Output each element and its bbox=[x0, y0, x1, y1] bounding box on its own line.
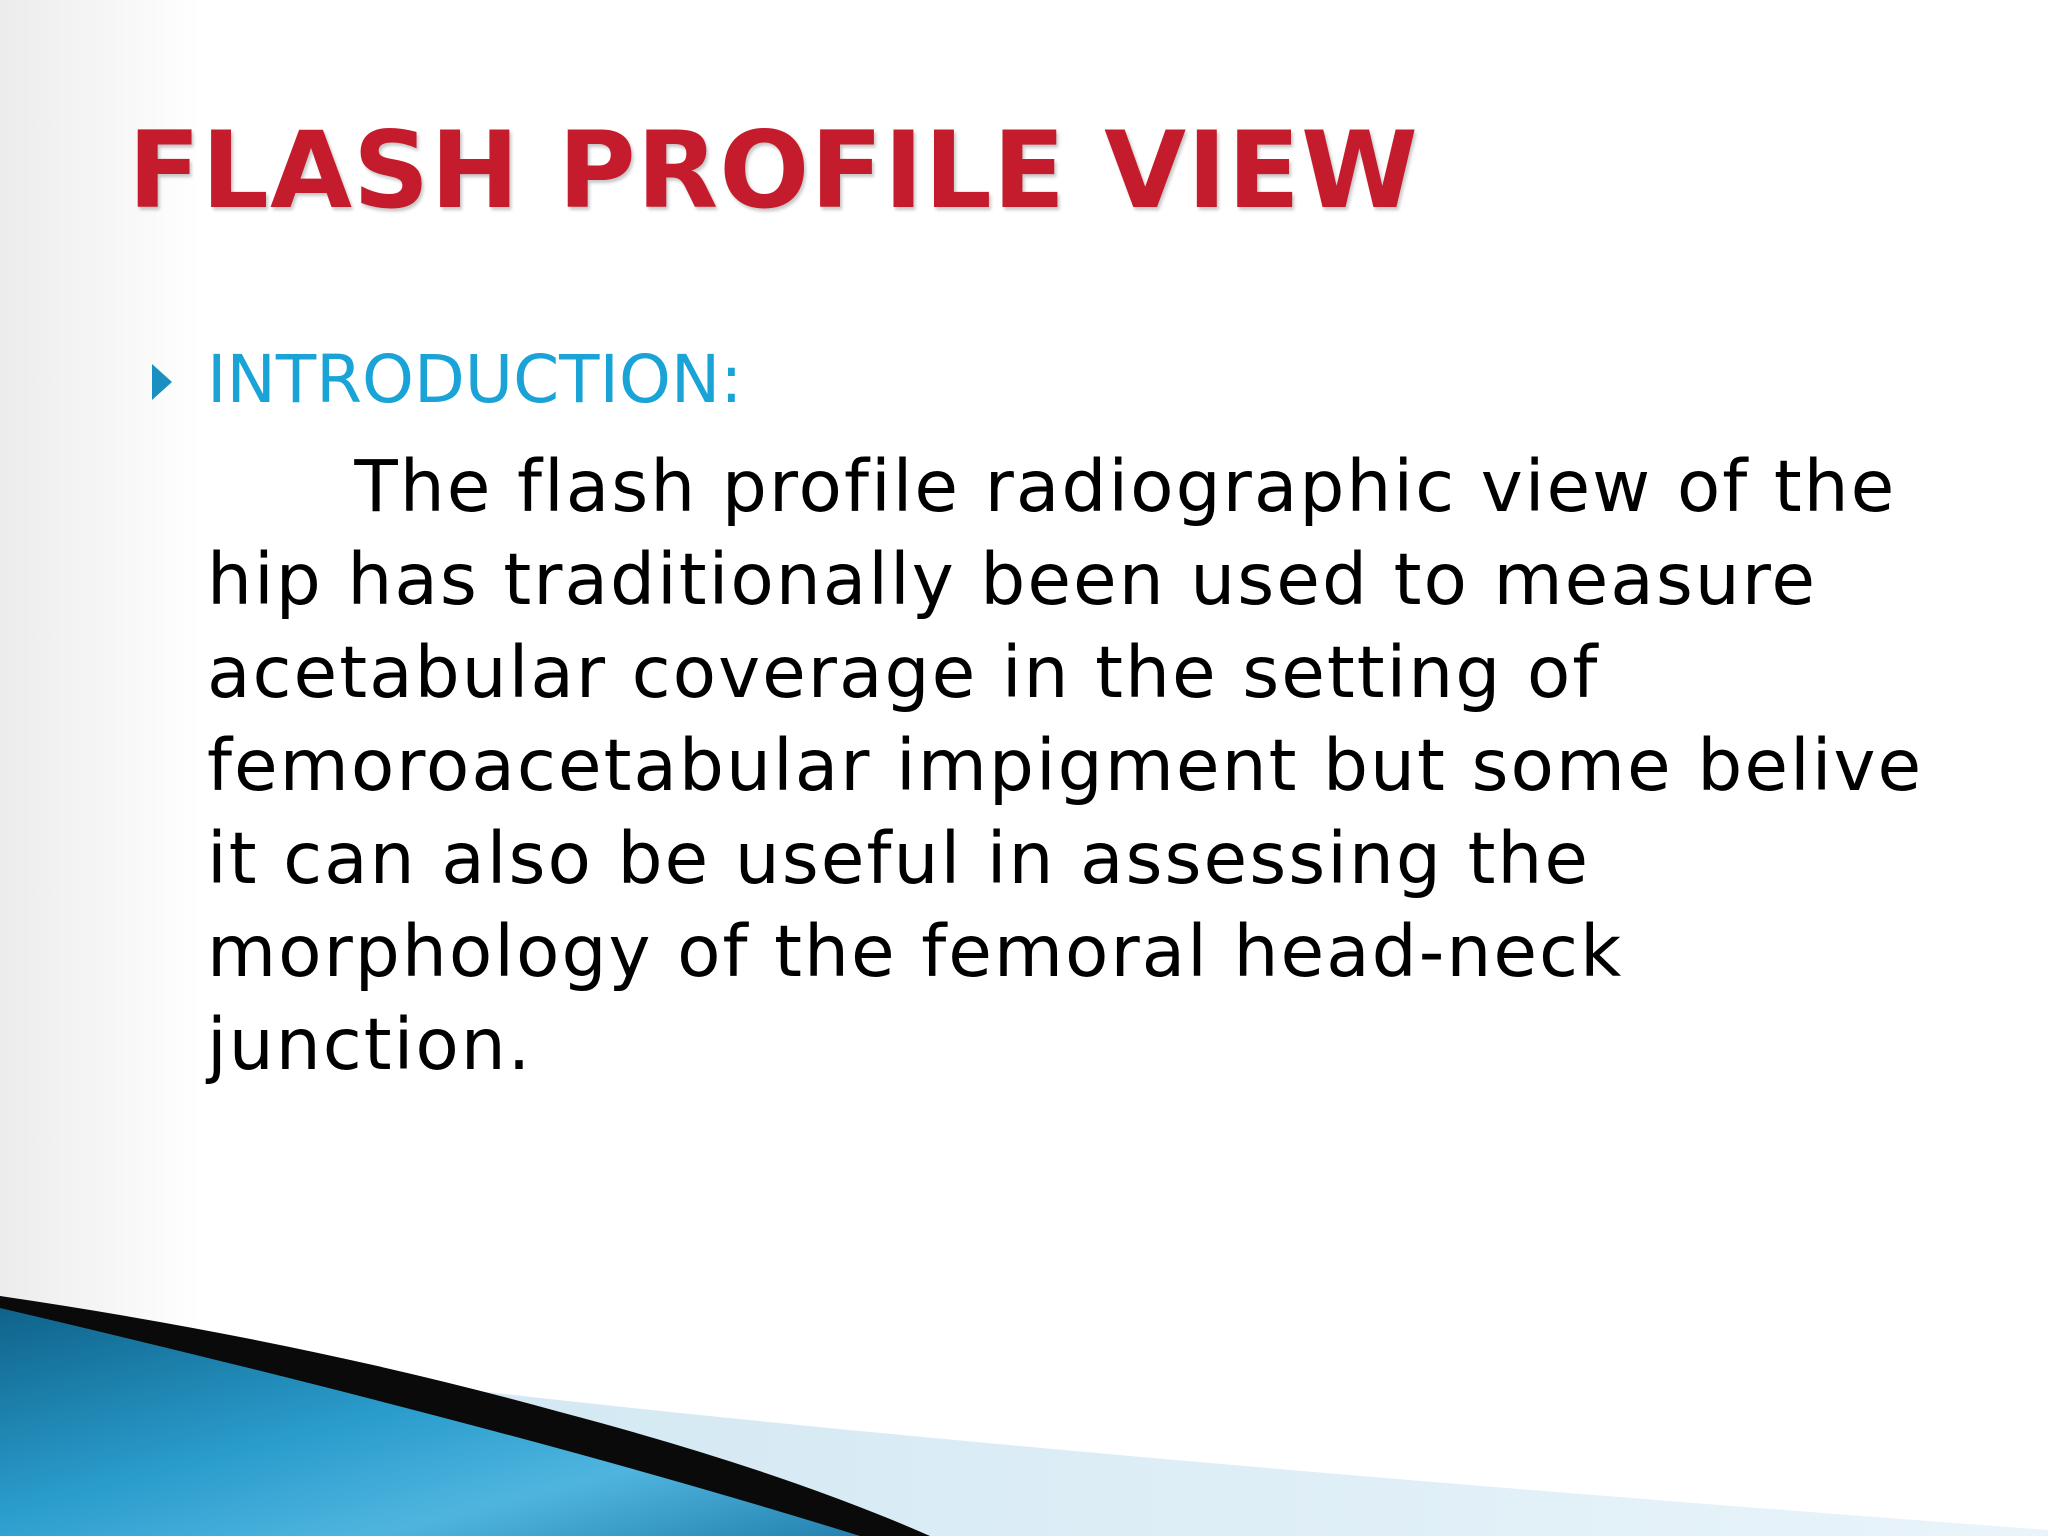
slide-title: FLASH PROFILE VIEW bbox=[128, 109, 1419, 232]
body-paragraph bbox=[207, 440, 2007, 1091]
body-line: morphology of the femoral head-neck bbox=[207, 910, 1624, 993]
body-line: it can also be useful in assessing the bbox=[207, 817, 1591, 900]
section-heading: INTRODUCTION: bbox=[207, 341, 743, 418]
body-line: hip has traditionally been used to measure bbox=[207, 538, 1818, 621]
body-line: femoroacetabular impigment but some belive bbox=[207, 724, 1924, 807]
body-line: junction. bbox=[207, 1003, 533, 1086]
triangle-bullet-icon bbox=[152, 364, 172, 400]
body-line: The flash profile radiographic view of the bbox=[207, 445, 1897, 528]
body-line: acetabular coverage in the setting of bbox=[207, 631, 1600, 714]
